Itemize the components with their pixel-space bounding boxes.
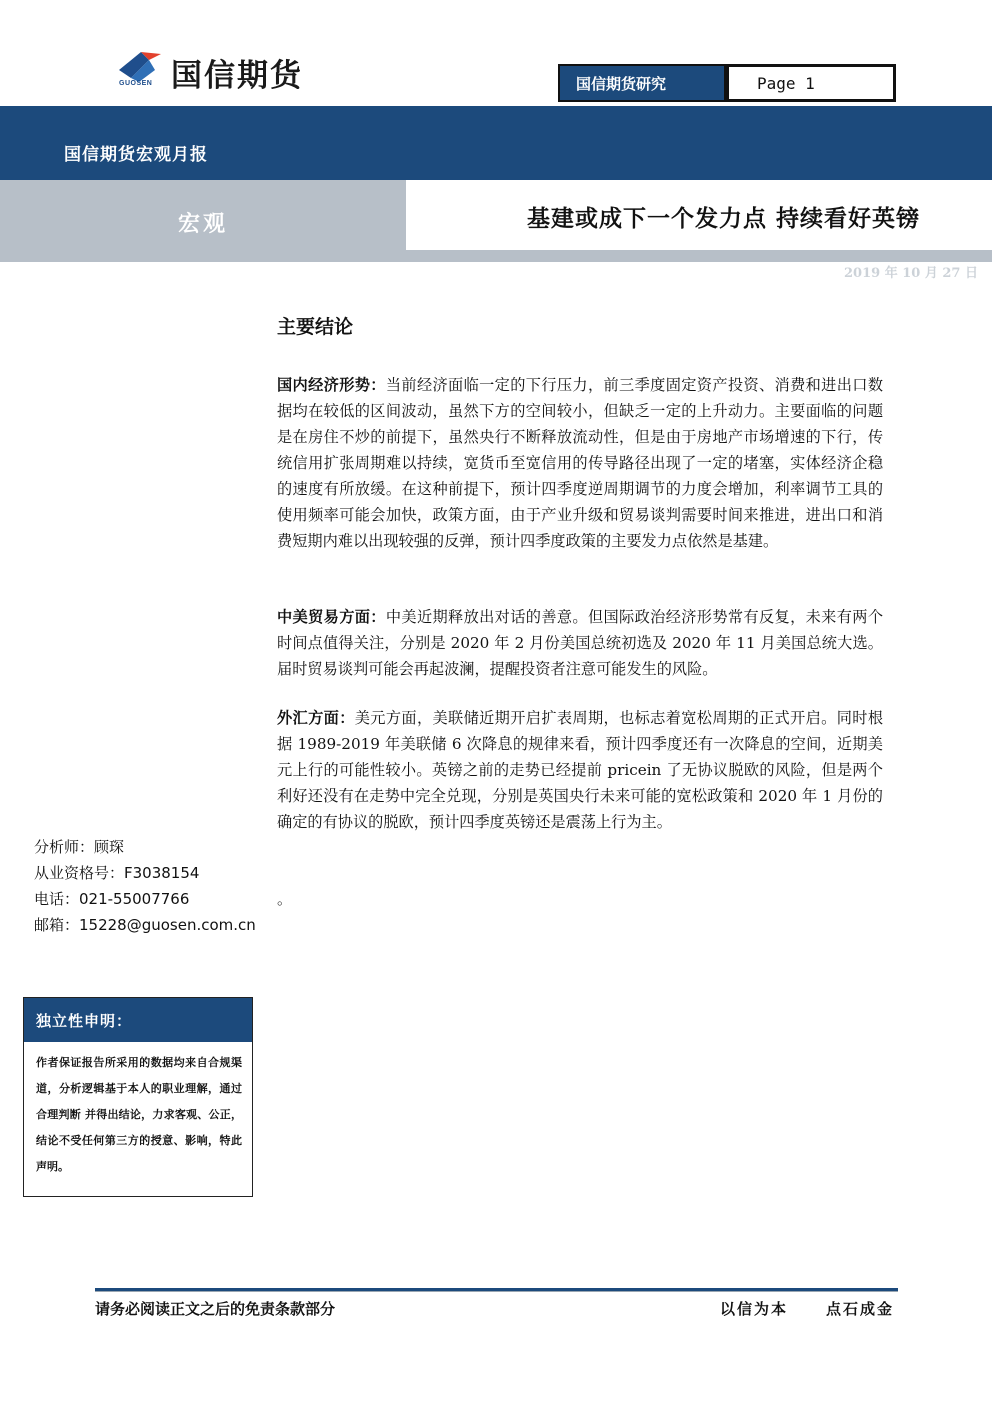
paragraph-domestic: [277, 372, 883, 554]
title-box: [406, 180, 992, 250]
company-logo: [115, 48, 355, 98]
declaration-title: 独立性申明：: [24, 998, 252, 1042]
paragraph-text: 中美近期释放出对话的善意。但国际政治经济形势常有反复，未来有两个时间点值得关注，分别是 2020 年 2 月份美国总统初选及 2020 年 11 月美国总统大选。届时贸易谈判可能会再起波澜，提醒投资者注意可能发生的风险。: [277, 608, 884, 678]
report-title: 基建或成下一个发力点 持续看好英镑: [526, 205, 920, 232]
paragraph-lead: 中美贸易方面：: [277, 608, 386, 626]
paragraph-trade: [277, 604, 883, 682]
title-band: [0, 180, 992, 262]
logo-subtitle: GUOSEN: [119, 80, 153, 87]
paragraph-lead: 外汇方面：: [277, 709, 355, 727]
trailing-mark: 。: [277, 890, 293, 908]
report-series-title: 国信期货宏观月报: [64, 145, 208, 165]
analyst-info: [34, 834, 256, 938]
footer-disclaimer: 请务必阅读正文之后的免责条款部分: [95, 1300, 336, 1318]
page-number: Page 1: [726, 64, 896, 102]
independence-declaration: [23, 997, 253, 1197]
footer-motto-1: 以信为本: [720, 1300, 789, 1318]
paragraph-text: 当前经济面临一定的下行压力，前三季度固定资产投资、消费和进出口数据均在较低的区间波动，虽然下方的空间较小，但缺乏一定的上升动力。主要面临的问题是在房住不炒的前提下，虽然央行不断释放流动性，但是由于房地产市场增速的下行，传统信用扩张周期难以持续，宽货币至宽信用的传导路径出现了一定的堵塞，实体经济企稳的速度有所放缓。在这种前提下，预计四季度逆周期调节的力度会增加，利率调节工具的使用频率可能会加快，政策方面，由于产业升级和贸易谈判需要时间来推进，进出口和消费短期内难以出现较强的反弹，预计四季度政策的主要发力点依然是基建。: [277, 376, 884, 550]
report-date: 2019 年 10 月 27 日: [844, 266, 978, 281]
analyst-license: 从业资格号：F3038154: [34, 864, 200, 882]
footer-divider-thin: [95, 1291, 898, 1292]
analyst-name: 分析师：顾琛: [34, 838, 125, 856]
paragraph-lead: 国内经济形势：: [277, 376, 386, 394]
category-label: 宏观: [178, 211, 229, 237]
header-band: [0, 106, 992, 180]
declaration-text: 作者保证报告所采用的数据均来自合规渠道，分析逻辑基于本人的职业理解，通过合理判断 并得出结论，力求客观、公正，结论不受任何第三方的授意、影响，特此声明。: [36, 1056, 242, 1173]
analyst-email: 邮箱：15228@guosen.com.cn: [34, 916, 256, 934]
footer-motto-2: 点石成金: [826, 1300, 895, 1318]
logo-text: 国信期货: [171, 58, 303, 94]
paragraph-fx: [277, 705, 883, 835]
analyst-phone: 电话：021-55007766: [34, 890, 190, 908]
section-title: 主要结论: [277, 316, 354, 338]
research-label: 国信期货研究: [558, 64, 726, 102]
paragraph-text: 美元方面，美联储近期开启扩表周期，也标志着宽松周期的正式开启。同时根据 1989-2019 年美联储 6 次降息的规律来看，预计四季度还有一次降息的空间，近期美元上行的可能性较小。英镑之前的走势已经提前 pricein 了无协议脱欧的风险，但是两个利好还没有在走势中完全兑现，分别是英国央行未来可能的宽松政策和 2020 年 1 月份的确定的有协议的脱欧，预计四季度英镑还是震荡上行为主。: [277, 709, 884, 831]
